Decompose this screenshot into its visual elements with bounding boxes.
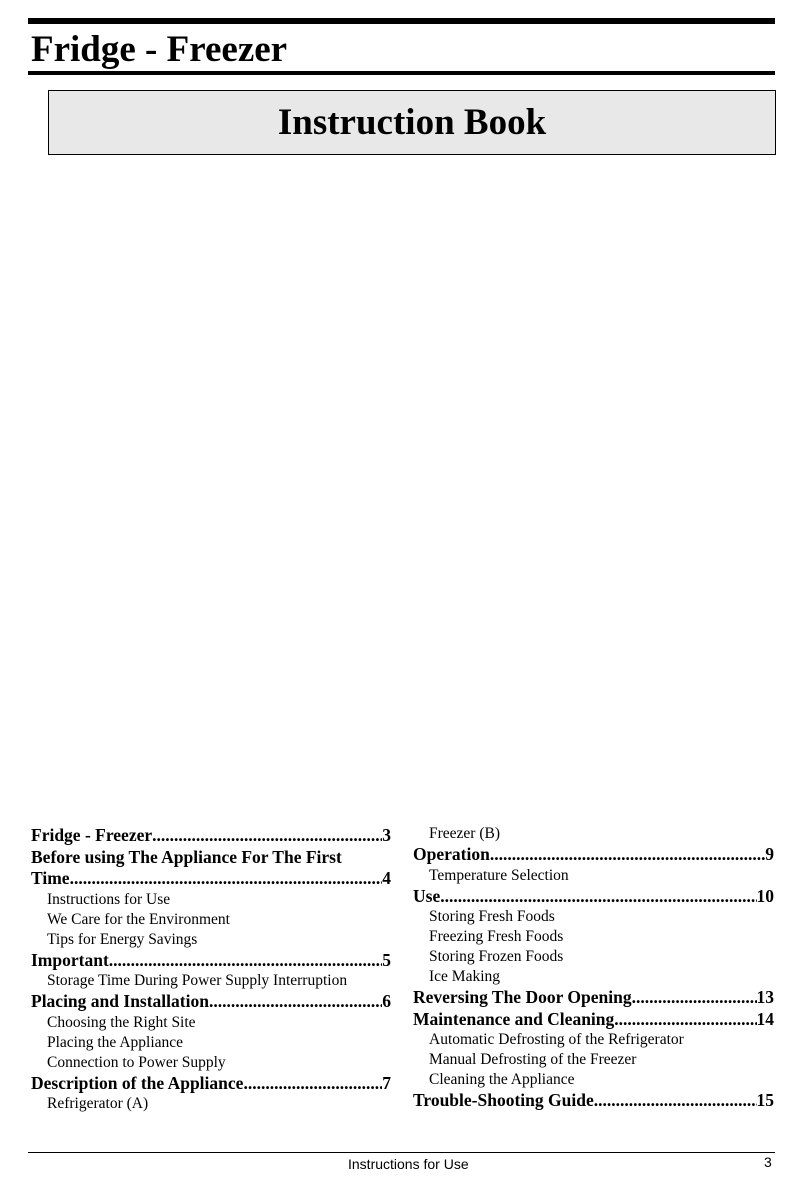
table-of-contents-left-column: [31, 825, 391, 1114]
toc-sub-entry: Freezer (B): [429, 825, 500, 842]
toc-entry-page: 4: [382, 868, 391, 888]
banner-title: Instruction Book: [277, 102, 547, 143]
toc-sub-entry: Placing the Appliance: [47, 1033, 184, 1051]
footer-text: Instructions for Use: [348, 1156, 469, 1172]
toc-main-entry: [31, 868, 391, 890]
toc-entry-page: 10: [756, 885, 774, 906]
toc-sub-entry: Storing Fresh Foods: [429, 908, 555, 925]
toc-main-entry: [31, 991, 391, 1013]
toc-sub-entry: Tips for Energy Savings: [47, 930, 198, 948]
toc-main-entry: [413, 987, 774, 1009]
toc-sub-entry: Temperature Selection: [429, 866, 569, 884]
toc-main-entry: [31, 950, 391, 972]
toc-sub-entry: We Care for the Environment: [47, 910, 230, 928]
toc-entry-label: Time: [31, 868, 70, 888]
instruction-book-banner: [48, 90, 776, 155]
toc-leader-dots: [614, 1009, 756, 1030]
toc-leader-dots: [440, 886, 756, 907]
toc-sub-entry: Storing Frozen Foods: [429, 948, 564, 965]
toc-main-entry: [413, 1009, 774, 1031]
toc-entry-label: Reversing The Door Opening: [413, 987, 632, 1007]
toc-leader-dots: [152, 825, 382, 846]
toc-main-entry: [413, 1090, 774, 1112]
toc-sub-entry: Ice Making: [429, 968, 501, 985]
toc-entry-page: 15: [756, 1090, 774, 1110]
toc-leader-dots: [594, 1090, 757, 1111]
toc-entry-label: Placing and Installation: [31, 991, 209, 1011]
footer-rule: [28, 1152, 775, 1153]
toc-main-entry: [413, 886, 774, 908]
toc-entry-page: 14: [756, 1008, 774, 1029]
toc-main-entry: [31, 825, 391, 847]
toc-sub-entry: Choosing the Right Site: [47, 1013, 196, 1031]
document-title: Fridge - Freezer: [31, 29, 288, 70]
toc-sub-entry: Storage Time During Power Supply Interruption: [47, 972, 348, 989]
toc-sub-entry: Freezing Fresh Foods: [429, 928, 564, 945]
toc-sub-entry: Cleaning the Appliance: [429, 1071, 575, 1088]
table-of-contents-right-column: [413, 824, 774, 1112]
toc-sub-entry: Automatic Defrosting of the Refrigerator: [429, 1031, 684, 1048]
toc-entry-page: 5: [382, 949, 391, 970]
toc-sub-entry: Connection to Power Supply: [47, 1053, 226, 1071]
toc-sub-entry: Manual Defrosting of the Freezer: [429, 1051, 637, 1068]
top-rule: [28, 18, 775, 24]
toc-leader-dots: [490, 844, 765, 865]
toc-sub-entry: Refrigerator (A): [47, 1095, 149, 1112]
toc-leader-dots: [109, 950, 382, 971]
toc-leader-dots: [70, 868, 383, 889]
toc-leader-dots: [243, 1073, 382, 1094]
toc-sub-entry: Instructions for Use: [47, 890, 171, 908]
toc-entry-label: Maintenance and Cleaning: [413, 1008, 615, 1029]
page-number: 3: [764, 1154, 772, 1170]
toc-entry-page: 7: [382, 1072, 391, 1093]
toc-entry-label: Fridge - Freezer: [31, 825, 153, 845]
toc-entry-page: 9: [765, 844, 774, 864]
toc-leader-dots: [209, 991, 382, 1012]
toc-entry-label: Use: [413, 885, 441, 906]
toc-main-entry: [413, 844, 774, 866]
toc-entry-page: 3: [382, 825, 391, 845]
toc-entry-page: 13: [756, 987, 774, 1007]
toc-entry-label: Description of the Appliance: [31, 1072, 244, 1093]
toc-main-entry: Before using The Appliance For The First: [31, 846, 342, 867]
toc-leader-dots: [632, 987, 757, 1008]
toc-entry-label: Operation: [413, 844, 490, 864]
toc-entry-label: Trouble-Shooting Guide: [413, 1090, 594, 1110]
toc-entry-label: Important: [31, 949, 109, 970]
toc-entry-page: 6: [382, 991, 391, 1011]
toc-main-entry: [31, 1073, 391, 1095]
title-underline-rule: [28, 71, 775, 75]
